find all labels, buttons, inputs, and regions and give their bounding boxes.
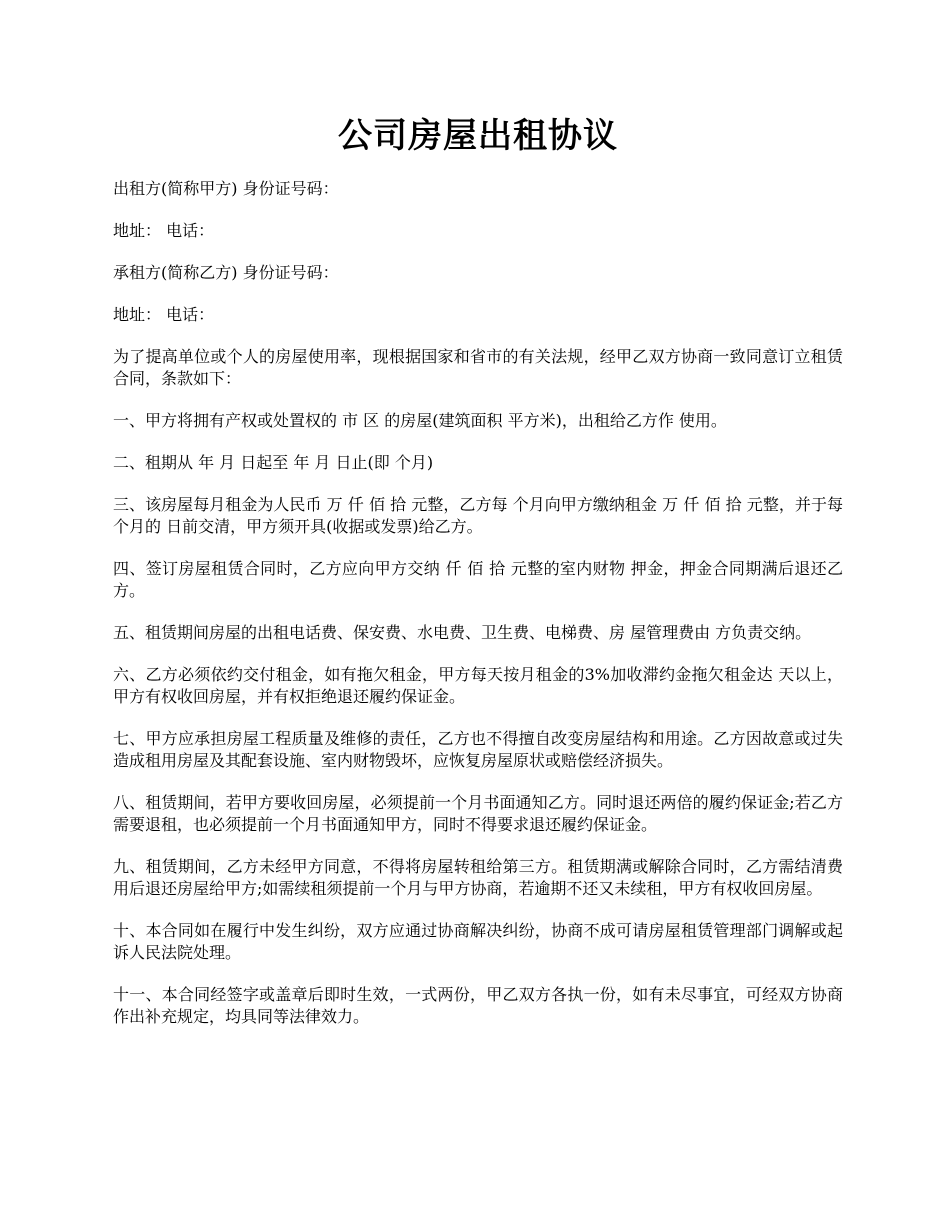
clause-2: 二、租期从 年 月 日起至 年 月 日止(即 个月) [113,453,434,472]
clause-9: 九、租赁期间，乙方未经甲方同意，不得将房屋转租给第三方。租赁期满或解除合同时，乙方需结清费用后退还房屋给甲方;如需续租须提前一个月与甲方协商，若逾期不还又未续租，甲方有权收回房屋。 [113,857,843,898]
clause-lessee-info: 承租方(简称乙方) 身份证号码： [113,263,339,282]
clause-lessor-address: 地址： 电话： [113,221,215,240]
clause-8: 八、租赁期间，若甲方要收回房屋，必须提前一个月书面通知乙方。同时退还两倍的履约保证金;若乙方需要退租，也必须提前一个月书面通知甲方，同时不得要求退还履约保证金。 [113,793,843,834]
document-title: 公司房屋出租协议 [338,116,618,156]
clause-lessee-address: 地址： 电话： [113,305,215,324]
clause-7: 七、甲方应承担房屋工程质量及维修的责任，乙方也不得擅自改变房屋结构和用途。乙方因故意或过失造成租用房屋及其配套设施、室内财物毁坏，应恢复房屋原状或赔偿经济损失。 [113,729,843,770]
clause-preamble: 为了提高单位或个人的房屋使用率，现根据国家和省市的有关法规，经甲乙双方协商一致同意订立租赁合同，条款如下： [113,347,843,388]
clause-5: 五、租赁期间房屋的出租电话费、保安费、水电费、卫生费、电梯费、房 屋管理费由 方负责交纳。 [113,623,812,642]
clause-lessor-info: 出租方(简称甲方) 身份证号码： [113,179,339,198]
clause-1: 一、甲方将拥有产权或处置权的 市 区 的房屋(建筑面积 平方米)，出租给乙方作 使用。 [113,411,727,430]
clause-4: 四、签订房屋租赁合同时，乙方应向甲方交纳 仟 佰 拾 元整的室内财物 押金，押金合同期满后退还乙方。 [113,559,843,600]
clause-10: 十、本合同如在履行中发生纠纷，双方应通过协商解决纠纷，协商不成可请房屋租赁管理部门调解或起诉人民法院处理。 [113,921,843,962]
document-page [113,110,843,1048]
clause-6: 六、乙方必须依约交付租金，如有拖欠租金，甲方每天按月租金的3%加收滞约金拖欠租金达 天以上，甲方有权收回房屋，并有权拒绝退还履约保证金。 [113,665,843,706]
clause-11: 十一、本合同经签字或盖章后即时生效，一式两份，甲乙双方各执一份，如有未尽事宜，可经双方协商作出补充规定，均具同等法律效力。 [113,985,843,1026]
clause-3: 三、该房屋每月租金为人民币 万 仟 佰 拾 元整，乙方每 个月向甲方缴纳租金 万 仟 佰 拾 元整，并于每 个月的 日前交清，甲方须开具(收据或发票)给乙方。 [113,495,843,536]
